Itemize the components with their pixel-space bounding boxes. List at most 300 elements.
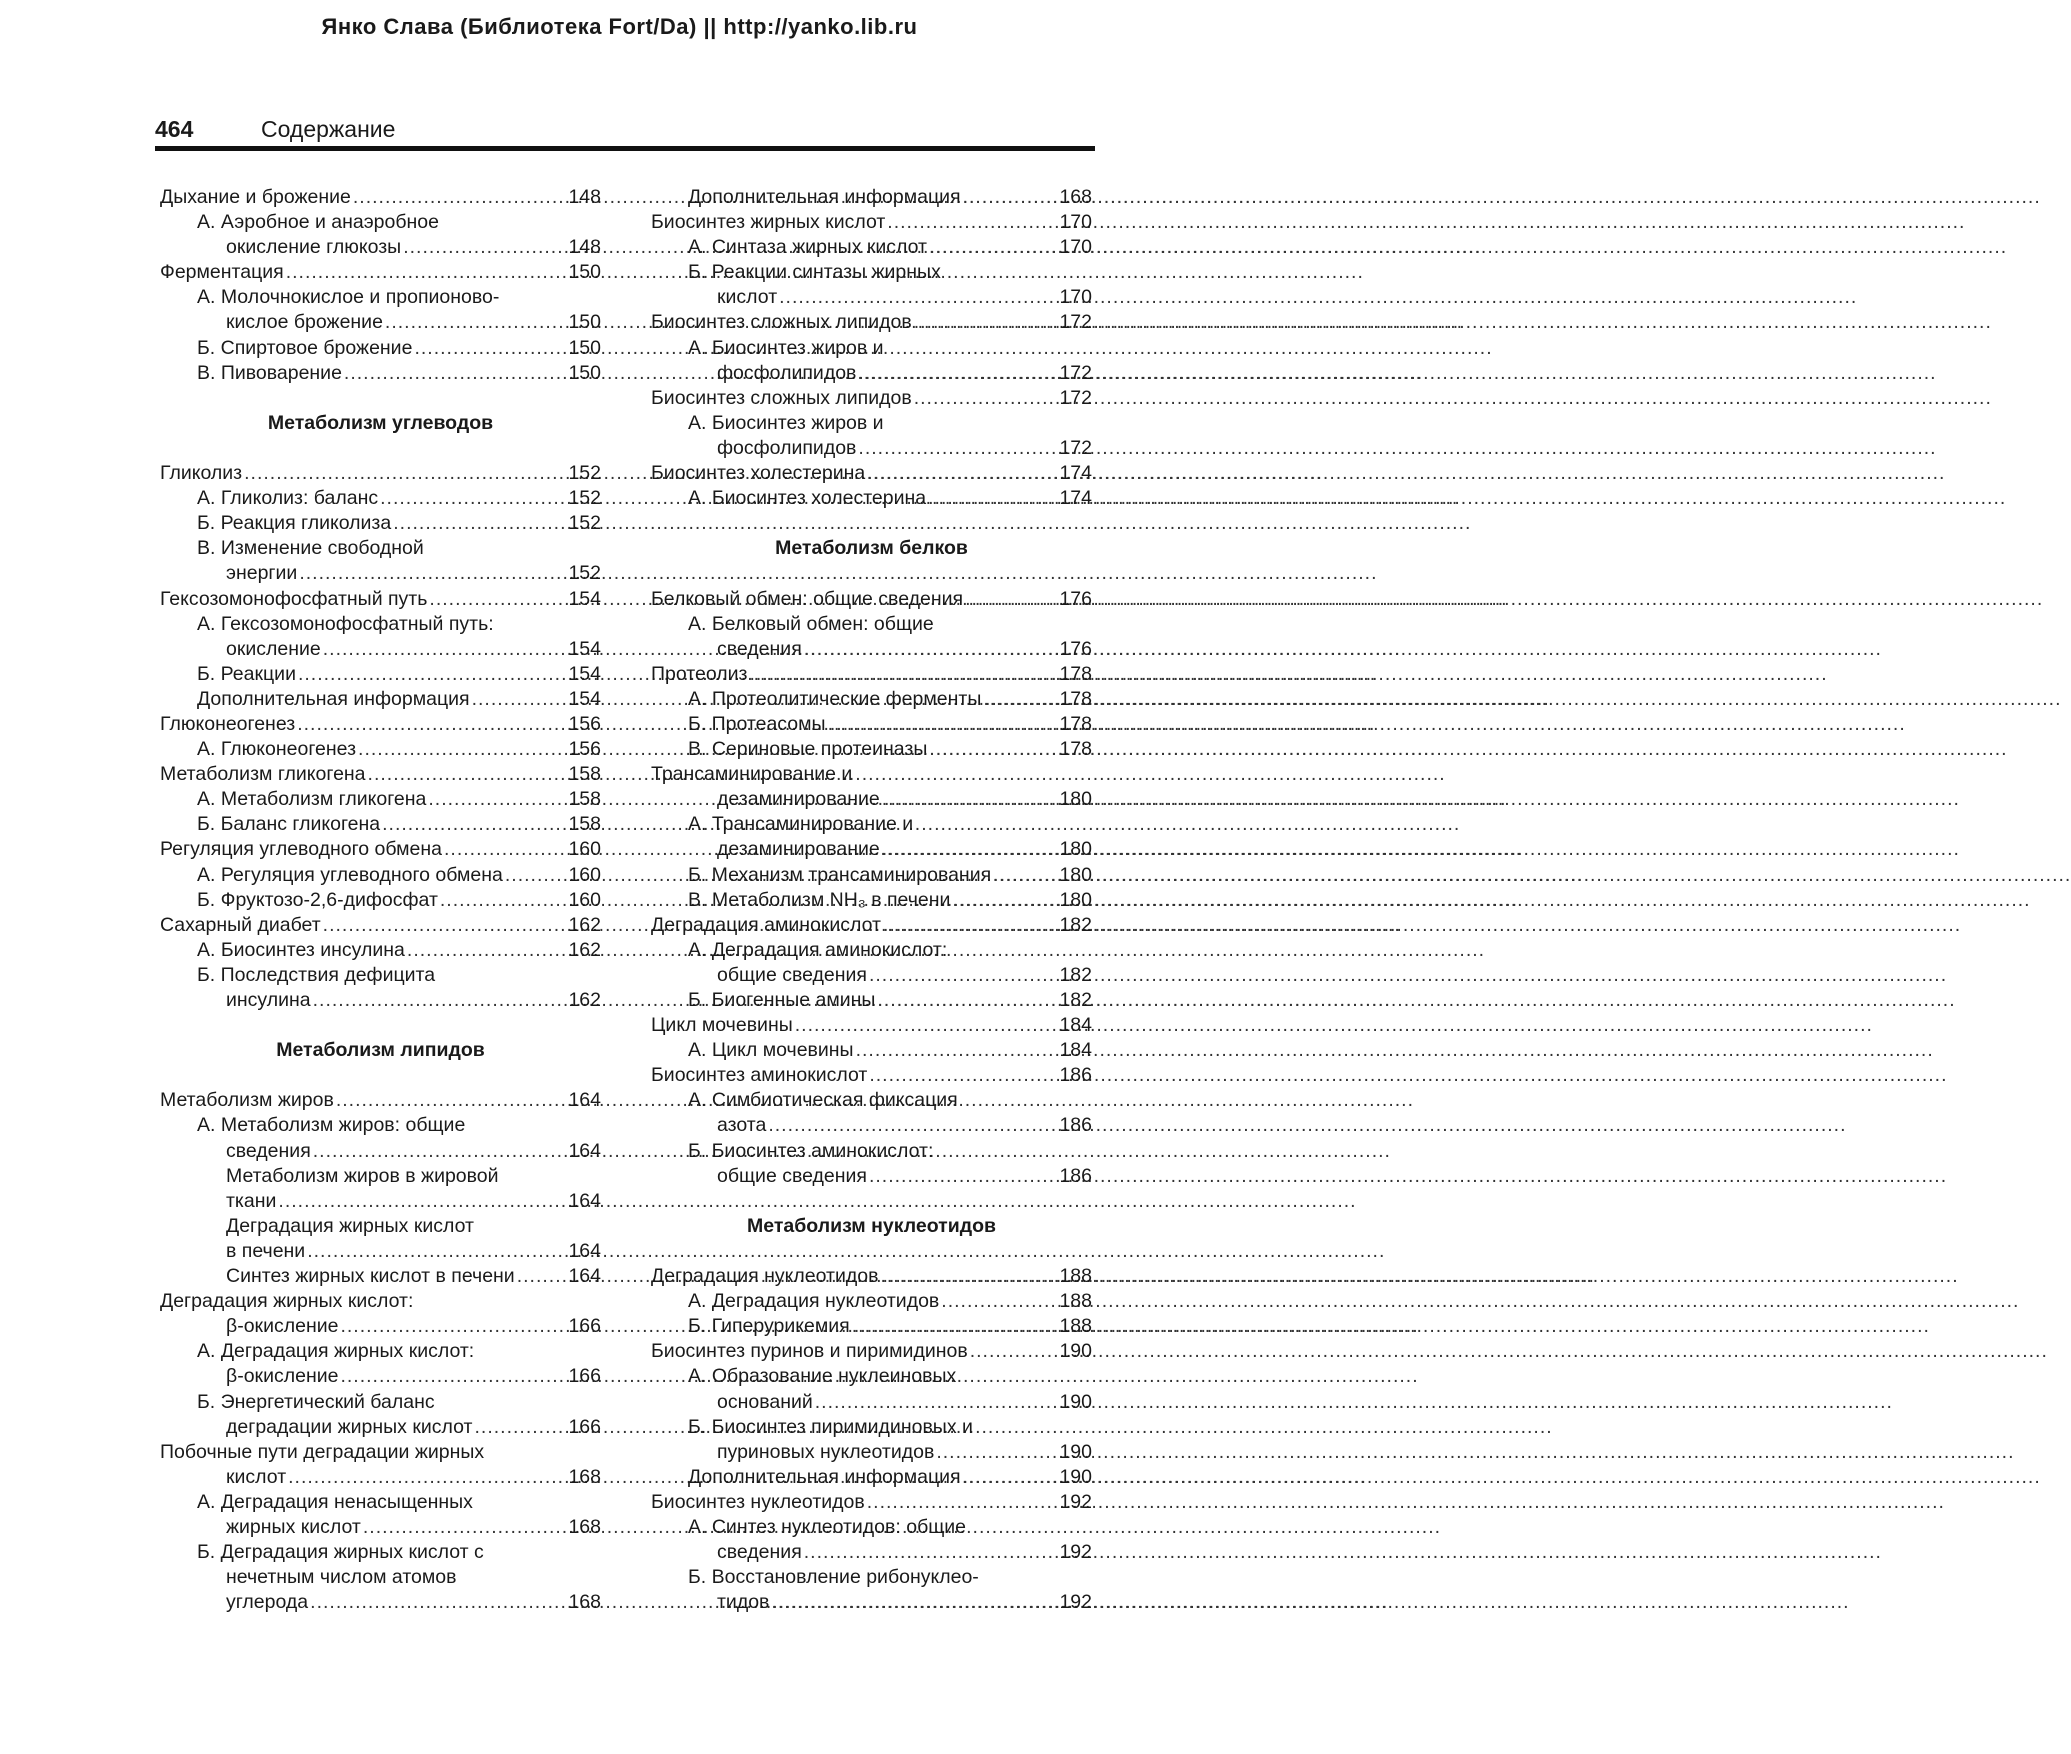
toc-page-number: 162 (568, 989, 601, 1011)
toc-page-number: 156 (568, 738, 601, 761)
page-number: 464 (155, 116, 194, 142)
toc-entry-continuation (160, 1214, 601, 1239)
toc-page-number: 180 (1059, 888, 1092, 911)
toc-entry-title: А. Синтез нуклеотидов: общие (688, 1515, 967, 1538)
toc-entry-continuation (160, 536, 601, 561)
toc-entry-title: Б. Фруктозо-2,6-дифосфат (197, 888, 438, 911)
toc-entry-title: деградации жирных кислот (226, 1415, 473, 1438)
toc-entry[interactable] (160, 837, 601, 862)
toc-entry-title: Биосинтез аминокислот (651, 1064, 868, 1087)
toc-entry[interactable] (651, 386, 1092, 411)
toc-entry-title: Биосинтез нуклеотидов (651, 1490, 865, 1513)
toc-page-number: 152 (568, 562, 601, 585)
toc-entry-title: А. Биосинтез жиров и (688, 411, 884, 434)
toc-entry-title: Дополнительная информация (688, 1465, 961, 1488)
toc-entry-continuation (651, 812, 1092, 837)
toc-entry-title: Гликолиз (160, 462, 243, 485)
toc-entry-title: Деградация жирных кислот (226, 1214, 474, 1237)
toc-entry-title: А. Глюконеогенез (197, 738, 357, 761)
toc-entry[interactable] (651, 1440, 1092, 1465)
toc-entry[interactable] (651, 436, 1092, 461)
toc-entry-continuation (160, 1540, 601, 1565)
dot-leader (963, 185, 1058, 210)
toc-entry-title: окисление (226, 637, 321, 660)
toc-page-number: 164 (568, 1265, 601, 1288)
toc-entry-title: сведения (717, 637, 802, 660)
toc-entry-title: А. Деградация ненасыщенных (197, 1490, 473, 1513)
toc-entry-title: Дополнительная информация (197, 687, 470, 710)
toc-entry-title: сведения (226, 1139, 311, 1162)
toc-entry-title: Б. Последствия дефицита (197, 963, 436, 986)
toc-entry[interactable] (160, 561, 601, 586)
toc-entry[interactable] (651, 1339, 1092, 1364)
dot-leader (310, 1590, 566, 1615)
toc-entry-title: Биосинтез холестерина (651, 462, 866, 485)
dot-leader (883, 913, 1057, 938)
toc-entry-title: Трансаминирование и (651, 763, 853, 786)
toc-entry-continuation (160, 612, 601, 637)
toc-entry-title: А. Молочнокислое и пропионово- (197, 286, 500, 309)
dot-leader (858, 361, 1057, 386)
toc-entry-title: общие сведения (717, 963, 867, 986)
toc-page-number: 182 (1059, 963, 1092, 986)
toc-page-number: 190 (1059, 1390, 1092, 1413)
toc-entry-title: кислое брожение (226, 311, 383, 334)
toc-entry[interactable] (160, 662, 601, 687)
toc-page-number: 176 (1059, 587, 1092, 610)
toc-entry[interactable] (160, 1314, 601, 1339)
toc-entry-title: окисление глюкозы (226, 236, 402, 259)
dot-leader (444, 837, 566, 862)
toc-entry[interactable] (651, 687, 1092, 712)
toc-entry-title: в печени (226, 1239, 306, 1262)
toc-entry[interactable] (160, 260, 601, 285)
toc-page-number: 162 (568, 913, 601, 936)
toc-entry[interactable] (651, 662, 1092, 687)
dot-leader (929, 737, 1057, 762)
dot-leader (887, 210, 1057, 235)
toc-page-number: 180 (1059, 863, 1092, 886)
section-title: Содержание (261, 116, 396, 142)
toc-page-number: 166 (568, 1365, 601, 1388)
toc-page-number: 154 (568, 637, 601, 660)
toc-entry[interactable] (651, 737, 1092, 762)
toc-entry-title: А. Гексозомонофосфатный путь: (197, 612, 494, 635)
toc-entry-title: пуриновых нуклеотидов (717, 1440, 935, 1463)
toc-page-number: 164 (568, 1189, 601, 1212)
dot-leader (472, 687, 567, 712)
toc-spacer (651, 561, 1092, 586)
dot-leader (353, 185, 567, 210)
dot-leader (298, 662, 566, 687)
toc-entry-title: А. Деградация нуклеотидов (688, 1290, 940, 1313)
toc-page-number: 182 (1059, 913, 1092, 936)
toc-page-number: 180 (1059, 838, 1092, 861)
toc-entry[interactable] (651, 1540, 1092, 1565)
toc-page-number: 150 (568, 311, 601, 334)
toc-page-number: 152 (568, 487, 601, 510)
toc-entry-title: Регуляция углеводного обмена (160, 838, 443, 861)
toc-entry[interactable] (651, 310, 1092, 335)
toc-entry[interactable] (651, 988, 1092, 1013)
toc-entry-title: Биосинтез сложных липидов (651, 386, 912, 409)
toc-entry-continuation (160, 210, 601, 235)
toc-page-number: 154 (568, 662, 601, 685)
dot-leader (286, 260, 567, 285)
toc-entry[interactable] (160, 310, 601, 335)
toc-section-heading: Метаболизм нуклеотидов (747, 1214, 996, 1237)
toc-entry-continuation (651, 260, 1092, 285)
toc-entry[interactable] (160, 1264, 601, 1289)
toc-page-number: 172 (1059, 386, 1092, 409)
toc-page-number: 162 (568, 938, 601, 961)
dot-leader (795, 1013, 1058, 1038)
dot-leader (779, 285, 1057, 310)
toc-entry[interactable] (651, 185, 1092, 210)
toc-entry-title: Ферментация (160, 261, 284, 284)
toc-entry-title: Биосинтез пуринов и пиримидинов (651, 1340, 968, 1363)
toc-entry-title: сведения (717, 1541, 802, 1564)
toc-entry-title: Б. Спиртовое брожение (197, 336, 413, 359)
dot-leader (869, 963, 1057, 988)
toc-entry[interactable] (160, 1189, 601, 1214)
dot-leader (882, 787, 1058, 812)
toc-entry[interactable] (160, 185, 601, 210)
toc-entry[interactable] (651, 461, 1092, 486)
toc-entry[interactable] (160, 1139, 601, 1164)
toc-entry[interactable] (651, 1465, 1092, 1490)
toc-page-number: 152 (568, 512, 601, 535)
dot-leader (278, 1189, 566, 1214)
toc-entry[interactable] (160, 762, 601, 787)
toc-page-number: 184 (1059, 1039, 1092, 1062)
toc-entry-title: В. Изменение свободной (197, 537, 424, 560)
toc-entry[interactable] (160, 1515, 601, 1540)
toc-entry[interactable] (160, 687, 601, 712)
dot-leader (440, 888, 567, 913)
toc-page-number: 172 (1059, 436, 1092, 459)
toc-page-number: 156 (568, 712, 601, 735)
toc-entry-title: Сахарный диабет (160, 913, 321, 936)
toc-left-column (160, 185, 601, 1615)
toc-entry-title: Б. Механизм трансаминирования (688, 863, 992, 886)
toc-entry[interactable] (651, 361, 1092, 386)
dot-leader (929, 235, 1057, 260)
toc-entry[interactable] (651, 963, 1092, 988)
toc-entry-title: А. Аэробное и анаэробное (197, 211, 439, 234)
toc-entry[interactable] (651, 787, 1092, 812)
toc-entry-continuation (160, 285, 601, 310)
toc-entry-title: общие сведения (717, 1164, 867, 1187)
toc-entry[interactable] (651, 285, 1092, 310)
toc-entry[interactable] (651, 1490, 1092, 1515)
toc-entry[interactable] (160, 988, 601, 1013)
toc-entry[interactable] (651, 637, 1092, 662)
dot-leader (288, 1465, 566, 1490)
dot-leader (505, 863, 567, 888)
dot-leader (358, 737, 566, 762)
dot-leader (804, 1540, 1058, 1565)
dot-leader (382, 812, 566, 837)
header-rule (155, 146, 1095, 151)
dot-leader (307, 1239, 566, 1264)
toc-page-number: 190 (1059, 1440, 1092, 1463)
toc-entry[interactable] (651, 913, 1092, 938)
toc-entry[interactable] (651, 235, 1092, 260)
dot-leader (749, 662, 1057, 687)
dot-leader (928, 486, 1057, 511)
toc-page-number: 192 (1059, 1490, 1092, 1513)
toc-page-number: 180 (1059, 788, 1092, 811)
toc-entry-title: Б. Биосинтез пиримидиновых и (688, 1415, 973, 1438)
toc-page-number: 176 (1059, 637, 1092, 660)
toc-page-number: 174 (1059, 487, 1092, 510)
dot-leader (403, 235, 566, 260)
dot-leader (313, 988, 567, 1013)
toc-entry-continuation (160, 963, 601, 988)
toc-entry[interactable] (651, 587, 1092, 612)
toc-entry-title: Биосинтез жирных кислот (651, 211, 886, 234)
toc-page-number: 186 (1059, 1114, 1092, 1137)
toc-page-number: 158 (568, 788, 601, 811)
toc-entry-title: А. Синтаза жирных кислот (688, 236, 927, 259)
dot-leader (323, 913, 567, 938)
dot-leader (344, 361, 567, 386)
toc-page-number: 152 (568, 462, 601, 485)
toc-entry[interactable] (651, 1164, 1092, 1189)
toc-entry-title: Деградация аминокислот (651, 913, 881, 936)
toc-entry-title: Синтез жирных кислот в печени (226, 1265, 515, 1288)
toc-entry[interactable] (651, 712, 1092, 737)
toc-spacer (160, 436, 601, 461)
toc-entry[interactable] (651, 837, 1092, 862)
toc-entry[interactable] (160, 1415, 601, 1440)
toc-entry[interactable] (160, 1590, 601, 1615)
toc-entry-continuation (651, 612, 1092, 637)
toc-entry-continuation (160, 1339, 601, 1364)
toc-page-number: 150 (568, 336, 601, 359)
toc-entry[interactable] (651, 486, 1092, 511)
toc-entry-title: β-окисление (226, 1315, 339, 1338)
toc-entry-title: азота (717, 1114, 767, 1137)
toc-entry-title: А. Метаболизм жиров: общие (197, 1114, 466, 1137)
toc-spacer (651, 1239, 1092, 1264)
dot-leader (244, 461, 566, 486)
toc-entry-title: Цикл мочевины (651, 1014, 793, 1037)
dot-leader (815, 1390, 1058, 1415)
toc-entry-continuation (160, 1164, 601, 1189)
dot-leader (867, 1490, 1058, 1515)
toc-entry[interactable] (160, 938, 601, 963)
toc-page-number: 164 (568, 1239, 601, 1262)
toc-page-number: 150 (568, 361, 601, 384)
toc-entry-title: А. Протеолитические ферменты (688, 687, 982, 710)
toc-page-number: 168 (568, 1591, 601, 1614)
toc-entry-title: В. Сериновые протеиназы (688, 738, 928, 761)
toc-page-number: 166 (568, 1315, 601, 1338)
toc-entry-title: энергии (226, 562, 298, 585)
toc-page-number: 166 (568, 1415, 601, 1438)
toc-entry[interactable] (160, 361, 601, 386)
dot-leader (385, 310, 567, 335)
toc-entry-title: Метаболизм гликогена (160, 763, 366, 786)
toc-entry-title: А. Биосинтез жиров и (688, 336, 884, 359)
toc-entry[interactable] (651, 210, 1092, 235)
toc-entry[interactable] (160, 737, 601, 762)
toc-entry-continuation (651, 938, 1092, 963)
toc-page-number: 178 (1059, 712, 1092, 735)
toc-entry-continuation (160, 1565, 601, 1590)
toc-spacer (160, 1063, 601, 1088)
toc-entry[interactable] (651, 1013, 1092, 1038)
toc-entry-title: фосфолипидов (717, 361, 857, 384)
toc-page-number: 184 (1059, 1014, 1092, 1037)
toc-entry[interactable] (160, 1239, 601, 1264)
dot-leader (340, 1314, 566, 1339)
toc-entry[interactable] (651, 1390, 1092, 1415)
toc-entry[interactable] (651, 1264, 1092, 1289)
toc-page-number: 168 (1059, 186, 1092, 208)
toc-page-number: 160 (568, 863, 601, 886)
toc-page-number: 188 (1059, 1290, 1092, 1313)
dot-leader (368, 762, 567, 787)
toc-section-heading: Метаболизм липидов (276, 1039, 485, 1062)
toc-page-number: 170 (1059, 211, 1092, 234)
toc-entry-title: Метаболизм жиров (160, 1089, 334, 1112)
dot-leader (965, 587, 1057, 612)
toc-entry-title: жирных кислот (226, 1515, 361, 1538)
toc-entry-title: Б. Реакции синтазы жирных (688, 261, 941, 284)
toc-entry-title: В. Пивоварение (197, 361, 342, 384)
toc-entry[interactable] (160, 1465, 601, 1490)
dot-leader (828, 712, 1058, 737)
toc-entry[interactable] (651, 1063, 1092, 1088)
toc-page-number: 164 (568, 1139, 601, 1162)
toc-entry[interactable] (651, 888, 1092, 913)
toc-entry[interactable] (651, 863, 1092, 888)
toc-entry[interactable] (160, 1088, 601, 1113)
toc-page-number: 192 (1059, 1591, 1092, 1614)
toc-entry[interactable] (651, 1038, 1092, 1063)
dot-leader (852, 1314, 1058, 1339)
toc-entry[interactable] (160, 712, 601, 737)
dot-leader (323, 637, 567, 662)
toc-entry[interactable] (651, 1314, 1092, 1339)
toc-entry[interactable] (160, 461, 601, 486)
toc-entry[interactable] (160, 637, 601, 662)
toc-entry[interactable] (160, 787, 601, 812)
dot-leader (414, 336, 566, 361)
toc-entry[interactable] (651, 1289, 1092, 1314)
toc-page-number: 190 (1059, 1465, 1092, 1488)
toc-entry-title: Дополнительная информация (688, 186, 961, 208)
toc-page-number: 172 (1059, 311, 1092, 334)
toc-spacer (160, 1013, 601, 1038)
dot-leader (983, 687, 1057, 712)
toc-entry[interactable] (160, 913, 601, 938)
toc-entry[interactable] (160, 235, 601, 260)
dot-leader (869, 1164, 1057, 1189)
toc-entry-title: Глюконеогенез (160, 712, 296, 735)
dot-leader (297, 712, 566, 737)
toc-entry[interactable] (160, 863, 601, 888)
toc-page-number: 170 (1059, 236, 1092, 259)
toc-spacer (651, 1189, 1092, 1214)
toc-entry-title: А. Симбиотическая фиксация (688, 1089, 958, 1112)
dot-leader (340, 1364, 566, 1389)
toc-entry-continuation (160, 1390, 601, 1415)
toc-entry-title: ткани (226, 1189, 277, 1212)
toc-entry[interactable] (651, 1113, 1092, 1138)
toc-entry[interactable] (160, 812, 601, 837)
dot-leader (993, 863, 1057, 888)
toc-entry-continuation (651, 1139, 1092, 1164)
dot-leader (856, 1038, 1058, 1063)
toc-entry[interactable] (160, 336, 601, 361)
toc-page-number: 150 (568, 261, 601, 284)
toc-entry-title: Б. Деградация жирных кислот с (197, 1541, 484, 1564)
toc-entry-title: нечетным числом атомов (226, 1566, 457, 1589)
dot-leader (804, 637, 1058, 662)
dot-leader (867, 461, 1057, 486)
toc-entry-title: Гексозомонофосфатный путь (160, 587, 428, 610)
toc-entry-title: Б. Реакции (197, 662, 296, 685)
dot-leader (428, 787, 566, 812)
toc-entry[interactable] (160, 511, 601, 536)
toc-entry[interactable] (160, 587, 601, 612)
toc-entry-continuation (651, 1515, 1092, 1540)
watermark-banner: Янко Слава (Библиотека Fort/Da) || http://yanko.lib.ru (321, 14, 918, 39)
dot-leader (336, 1088, 567, 1113)
dot-leader (914, 310, 1058, 335)
toc-page-number: 154 (568, 587, 601, 610)
toc-page-number: 174 (1059, 462, 1092, 485)
toc-entry[interactable] (651, 1590, 1092, 1615)
toc-entry[interactable] (160, 888, 601, 913)
toc-entry-title: Деградация жирных кислот: (160, 1290, 414, 1313)
toc-page-number: 160 (568, 838, 601, 861)
toc-entry-title: Б. Биосинтез аминокислот: (688, 1139, 934, 1162)
toc-entry-title: Дыхание и брожение (160, 186, 351, 208)
toc-entry[interactable] (160, 486, 601, 511)
toc-page-number: 160 (568, 888, 601, 911)
dot-leader (393, 511, 566, 536)
toc-entry-continuation (651, 1088, 1092, 1113)
dot-leader (363, 1515, 567, 1540)
toc-entry-title: кислот (226, 1465, 287, 1488)
toc-page-number: 178 (1059, 687, 1092, 710)
toc-entry-title: инсулина (226, 989, 311, 1011)
toc-entry-title: Б. Баланс гликогена (197, 813, 381, 836)
toc-entry-title: дезаминирование (717, 788, 880, 811)
toc-entry-title: А. Трансаминирование и (688, 813, 914, 836)
dot-leader (914, 386, 1058, 411)
toc-page-number: 158 (568, 813, 601, 836)
toc-entry-title: Деградация нуклеотидов (651, 1265, 879, 1288)
toc-section-heading: Метаболизм белков (775, 537, 968, 560)
toc-entry[interactable] (160, 1364, 601, 1389)
toc-entry-title: А. Деградация жирных кислот: (197, 1340, 475, 1363)
toc-entry-title: Б. Энергетический баланс (197, 1390, 435, 1413)
toc-page-number: 186 (1059, 1064, 1092, 1087)
toc-entry-title: β-окисление (226, 1365, 339, 1388)
toc-page-number: 192 (1059, 1541, 1092, 1564)
toc-entry-title: Биосинтез сложных липидов (651, 311, 912, 334)
toc-entry-title: Б. Восстановление рибонуклео- (688, 1566, 979, 1589)
dot-leader (313, 1139, 567, 1164)
dot-leader (768, 1113, 1057, 1138)
toc-page-number: 186 (1059, 1164, 1092, 1187)
